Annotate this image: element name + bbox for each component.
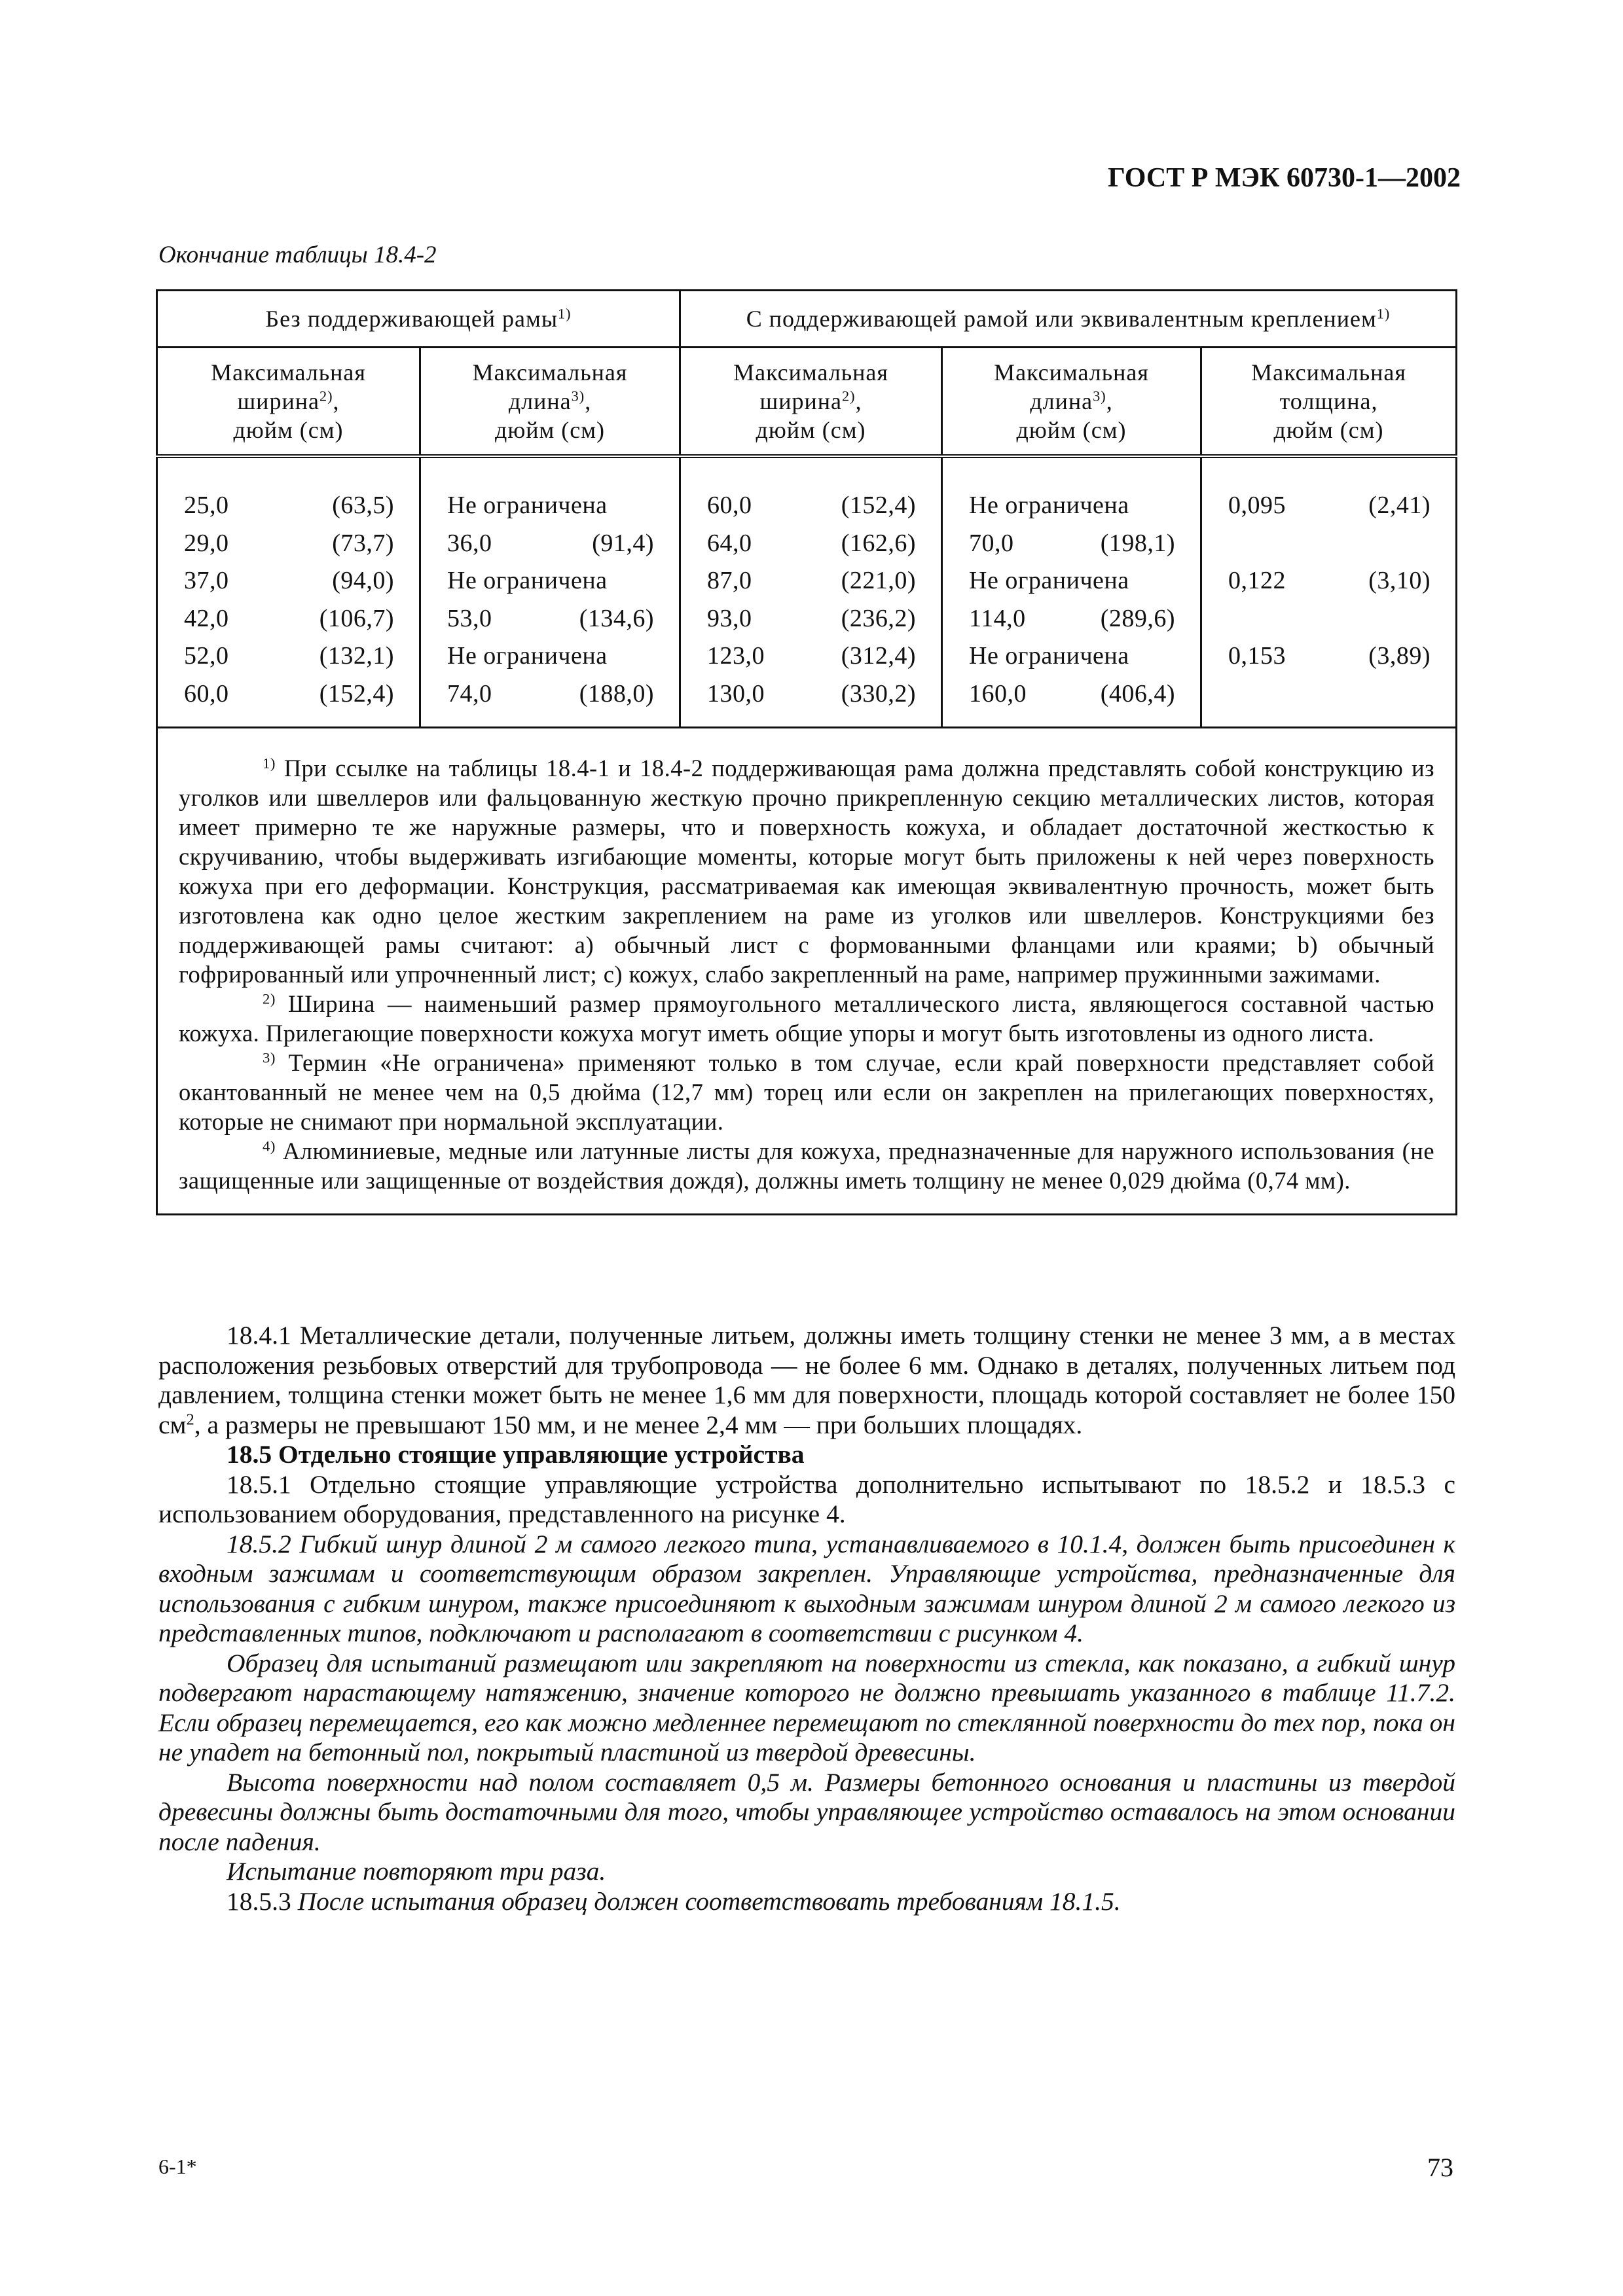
value-inch: Не ограничена [969, 567, 1129, 594]
header-line [158, 387, 419, 416]
value-inch: 70,0 [969, 529, 1014, 557]
data-cell [681, 675, 941, 713]
value-inch: 0,095 [1228, 492, 1286, 519]
header-line: Максимальная [211, 359, 366, 386]
value-cm: (152,4) [841, 492, 917, 519]
footnote-text: Термин «Не ограничена» применяют только в том случае, если край поверхности представляет собой окантованный не менее чем на 0,5 дюйма (12,7 мм) торец или если он закреплен на прилегающих поверхностях, которые не снимают при нормальной эксплуатации. [179, 1049, 1435, 1135]
header-line [681, 387, 941, 416]
table-notes-row [157, 727, 1457, 1214]
value-cm: (221,0) [841, 567, 917, 594]
value-cm: (162,6) [841, 529, 917, 557]
value-inch: 37,0 [184, 567, 229, 594]
table-footnotes [157, 727, 1457, 1214]
header-word: ширина [759, 388, 842, 414]
paragraph-18-4-1 [158, 1321, 1455, 1440]
paragraph-repeat: Испытание повторяют три раза. [227, 1857, 606, 1886]
value-inch: Не ограничена [969, 492, 1129, 519]
data-cell [1202, 487, 1455, 525]
superscript: 2 [186, 1410, 194, 1429]
data-cell [1202, 637, 1455, 675]
value-inch: 123,0 [707, 642, 765, 670]
table-data-row [157, 456, 1457, 727]
value-cm: (94,0) [332, 567, 394, 594]
data-cell [943, 637, 1200, 675]
value-inch: 52,0 [184, 642, 229, 670]
value-cm: (134,6) [579, 604, 655, 632]
value-inch: 74,0 [447, 679, 492, 708]
header-word: длина [1030, 388, 1093, 414]
data-cell [421, 675, 679, 713]
group-label: С поддерживающей рамой или эквивалентным креплением [746, 306, 1377, 332]
header-word: ширина [237, 388, 319, 414]
footnote-mark: 3) [263, 1049, 276, 1066]
data-cell [681, 562, 941, 600]
column-header-width-frame [680, 348, 942, 457]
data-column-width-frame [680, 456, 942, 727]
data-cell [158, 637, 419, 675]
value-inch: Не ограничена [447, 642, 608, 670]
value-inch: Не ограничена [969, 642, 1129, 670]
footnote-ref: 2) [319, 387, 333, 404]
value-cm: (198,1) [1100, 529, 1176, 557]
value-inch: 42,0 [184, 604, 229, 632]
header-line: Максимальная [1251, 359, 1406, 386]
value-inch: 87,0 [707, 567, 752, 594]
paragraph-text: После испытания образец должен соответствовать требованиям 18.1.5. [297, 1886, 1121, 1916]
data-cell [421, 487, 679, 525]
value-inch: 29,0 [184, 529, 229, 557]
value-cm: (188,0) [579, 679, 655, 708]
table-caption: Окончание таблицы 18.4-2 [158, 242, 437, 268]
header-punct: , [1106, 388, 1113, 414]
data-cell [158, 675, 419, 713]
value-cm: (330,2) [841, 679, 917, 708]
data-cell [1202, 675, 1455, 713]
section-heading-18-5: 18.5 Отдельно стоящие управляющие устройства [227, 1440, 805, 1469]
data-cell [421, 525, 679, 563]
group-label: Без поддерживающей рамы [265, 306, 558, 332]
column-header-length-frame [942, 348, 1201, 457]
footnote-mark: 2) [263, 990, 276, 1007]
header-line: Максимальная [994, 359, 1149, 386]
value-cm: (63,5) [332, 492, 394, 519]
value-inch: 60,0 [184, 679, 229, 708]
value-inch: 160,0 [969, 679, 1027, 708]
data-cell [943, 487, 1200, 525]
data-cell [943, 562, 1200, 600]
column-header-length [420, 348, 680, 457]
data-cell [943, 675, 1200, 713]
page-number: 73 [1427, 2153, 1453, 2182]
value-cm: (3,89) [1368, 642, 1431, 670]
value-inch: 64,0 [707, 529, 752, 557]
print-signature: 6-1* [158, 2155, 197, 2178]
group-header-no-frame [157, 291, 680, 348]
table-header-row [157, 348, 1457, 457]
footnote-3 [179, 1048, 1434, 1136]
body-text [158, 1321, 1455, 1916]
header-punct: , [333, 388, 340, 414]
data-cell [681, 637, 941, 675]
footnote-mark: 1) [263, 755, 276, 772]
header-line: Максимальная [733, 359, 888, 386]
value-inch: 36,0 [447, 529, 492, 557]
value-inch: 53,0 [447, 604, 492, 632]
header-line: дюйм (см) [495, 417, 605, 443]
column-header-width [157, 348, 420, 457]
value-cm: (132,1) [319, 642, 394, 670]
footnote-2 [179, 989, 1434, 1048]
data-cell [1202, 600, 1455, 638]
footnote-mark: 4) [263, 1138, 276, 1155]
value-inch: Не ограничена [447, 567, 608, 594]
data-cell [421, 637, 679, 675]
data-cell [681, 487, 941, 525]
footnote-text: Алюминиевые, медные или латунные листы для кожуха, предназначенные для наружного использования (не защищенные или защищенные от воздействия дождя), должны иметь толщину не менее 0,029 дюйма (0,74 мм). [179, 1137, 1435, 1194]
data-cell [1202, 562, 1455, 600]
value-cm: (152,4) [319, 679, 394, 708]
data-cell [158, 562, 419, 600]
header-line: дюйм (см) [233, 417, 344, 443]
footnote-ref: 3) [1093, 387, 1106, 404]
footnote-ref: 2) [841, 387, 856, 404]
value-cm: (289,6) [1100, 604, 1176, 632]
value-cm: (236,2) [841, 604, 917, 632]
value-inch: 130,0 [707, 679, 765, 708]
value-inch: Не ограничена [447, 492, 608, 519]
data-cell [158, 525, 419, 563]
value-cm: (73,7) [332, 529, 394, 557]
header-punct: , [855, 388, 862, 414]
data-column-width [157, 456, 420, 727]
header-line [943, 387, 1200, 416]
footnote-text: Ширина — наименьший размер прямоугольного металлического листа, являющегося составной частью кожуха. Прилегающие поверхности кожуха могут иметь общие упоры и могут быть изготовлены из одного листа. [179, 990, 1435, 1047]
value-inch: 25,0 [184, 492, 229, 519]
paragraph-18-5-3 [158, 1887, 1455, 1917]
header-line: дюйм (см) [1273, 417, 1384, 443]
header-line: толщина, [1279, 388, 1378, 414]
data-cell [1202, 525, 1455, 563]
value-inch: 0,122 [1228, 567, 1286, 594]
group-header-with-frame [680, 291, 1457, 348]
paragraph-18-5-1: 18.5.1 Отдельно стоящие управляющие устройства дополнительно испытывают по 18.5.2 и 18.5.3 с использованием оборудования, представленного на рисунке 4. [158, 1469, 1455, 1528]
paragraph-text: , а размеры не превышают 150 мм, и не менее 2,4 мм — при больших площадях. [194, 1410, 1083, 1439]
paragraph-sample: Образец для испытаний размещают или закрепляют на поверхности из стекла, как показано, а гибкий шнур подвергают нарастающему натяжению, значение которого не должно превышать указанного в таблице 11.7.2. Если образец перемещается, его как можно медленнее перемещают по стеклянной поверхности до тех пор, пока он не упадет на бетонный пол, покрытый пластиной из твердой древесины. [158, 1648, 1455, 1767]
header-punct: , [585, 388, 592, 414]
data-cell [681, 600, 941, 638]
header-line: Максимальная [472, 359, 628, 386]
footnote-ref: 1) [1376, 305, 1391, 322]
data-column-thickness [1201, 456, 1457, 727]
value-cm: (3,10) [1368, 567, 1431, 594]
data-cell [158, 600, 419, 638]
value-inch: 114,0 [969, 604, 1026, 632]
data-cell [943, 525, 1200, 563]
header-line: дюйм (см) [1016, 417, 1127, 443]
value-cm: (2,41) [1368, 492, 1431, 519]
data-cell [421, 600, 679, 638]
value-inch: 93,0 [707, 604, 752, 632]
data-cell [681, 525, 941, 563]
dimensions-table [156, 289, 1457, 1215]
paragraph-18-5-2: 18.5.2 Гибкий шнур длиной 2 м самого легкого типа, устанавливаемого в 10.1.4, должен быть присоединен к входным зажимам и соответствующим образом закреплен. Управляющие устройства, предназначенные для использования с гибким шнуром, также присоединяют к выходным зажимам шнуром длиной 2 м самого легкого из представленных типов, подключают и располагают в соответствии с рисунком 4. [158, 1529, 1455, 1647]
data-cell [421, 562, 679, 600]
header-word: длина [508, 388, 572, 414]
footnote-1 [179, 753, 1434, 989]
footnote-4 [179, 1136, 1434, 1195]
value-cm: (106,7) [319, 604, 394, 632]
data-cell [943, 600, 1200, 638]
footnote-ref: 3) [571, 387, 585, 404]
value-cm: (91,4) [592, 529, 655, 557]
footnote-text: При ссылке на таблицы 18.4-1 и 18.4-2 поддерживающая рама должна представлять собой конструкцию из уголков или швеллеров или фальцованную жесткую прочно прикрепленную секцию металлических листов, которая имеет примерно те же наружные размеры, что и поверхность кожуха, и обладает достаточной жесткостью к скручиванию, чтобы выдерживать изгибающие моменты, которые могут быть приложены к ней через поверхность кожуха при его деформации. Конструкция, рассматриваемая как имеющая эквивалентную прочность, может быть изготовлена как одно целое жестким закреплением на раме из уголков или швеллеров. Конструкциями без поддерживающей рамы считают: а) обычный лист с формованными фланцами или краями; b) обычный гофрированный или упрочненный лист; с) кожух, слабо закрепленный на раме, например пружинными зажимами. [179, 754, 1435, 988]
value-inch: 0,153 [1228, 642, 1286, 670]
data-cell [158, 487, 419, 525]
value-inch: 60,0 [707, 492, 752, 519]
data-column-length [420, 456, 680, 727]
data-column-length-frame [942, 456, 1201, 727]
column-header-thickness [1201, 348, 1457, 457]
standard-designation: ГОСТ Р МЭК 60730-1—2002 [1108, 163, 1461, 193]
paragraph-height: Высота поверхности над полом составляет 0,5 м. Размеры бетонного основания и пластины из твердой древесины должны быть достаточными для того, чтобы управляющее устройство оставалось на этом основании после падения. [158, 1767, 1455, 1856]
paragraph-number: 18.5.3 [227, 1886, 298, 1916]
paragraph-text: 18.4.1 Металлические детали, полученные литьем, должны иметь толщину стенки не менее 3 мм, а в местах расположения резьбовых отверстий для трубопровода — не более 6 мм. Однако в деталях, полученных литьем под давлением, толщина стенки может быть не менее 1,6 мм для поверхности, площадь которой составляет не более 150 см [158, 1321, 1455, 1439]
value-cm: (312,4) [841, 642, 917, 670]
value-cm: (406,4) [1100, 679, 1176, 708]
header-line [421, 387, 679, 416]
header-line: дюйм (см) [756, 417, 866, 443]
table-group-row [157, 291, 1457, 348]
footnote-ref: 1) [558, 305, 572, 322]
